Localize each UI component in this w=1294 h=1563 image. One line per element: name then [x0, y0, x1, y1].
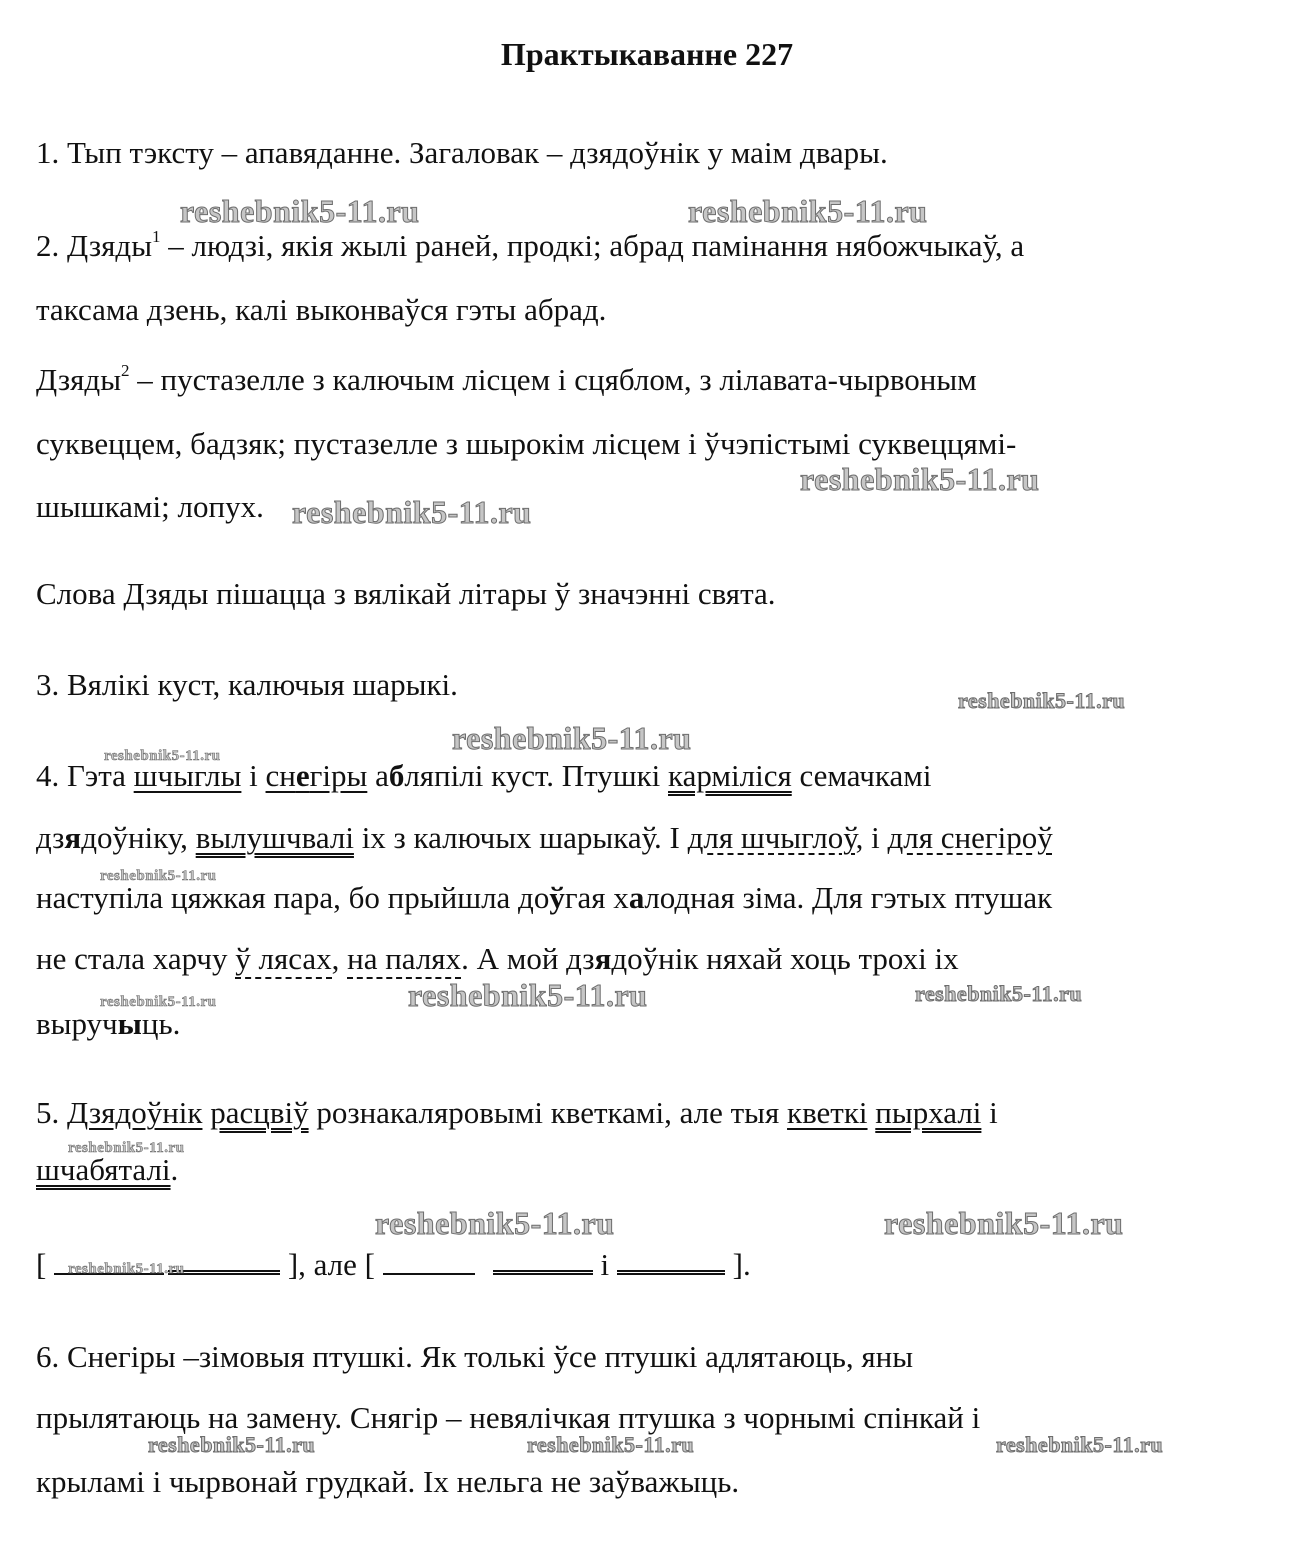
watermark: reshebnik5-11.ru — [375, 1205, 615, 1241]
paragraph-2-line-2: таксама дзень, калі выконваўся гэты абрад. — [36, 292, 607, 327]
watermark: reshebnik5-11.ru — [292, 494, 532, 530]
task-6-line-1: 6. Снегіры –зімовыя птушкі. Як толькі ўсе птушкі адлятаюць, яны — [36, 1339, 914, 1374]
object-dlya-shchygloy: для шчыглоў — [687, 820, 856, 855]
watermark: reshebnik5-11.ru — [688, 193, 928, 229]
task-4-line-5: выручыць. — [36, 1006, 181, 1041]
watermark: reshebnik5-11.ru — [958, 688, 1126, 713]
paragraph-3-line-1: Дзяды$^2$ – пустазелле з калючым лісцем і сцяблом, з лілавата-чырвоным — [36, 361, 977, 397]
task-4-line-3: наступіла цяжкая пара, бо прыйшла доўгая халодная зіма. Для гэтых птушак — [36, 880, 1053, 915]
object-dlya-snegiroy: для снегіроў — [887, 820, 1053, 855]
predicate-pyrkhali: пырхалі — [875, 1095, 982, 1130]
scheme-predicate-line-2 — [493, 1260, 593, 1275]
task-6-line-3: крыламі і чырвонай грудкай. Іх нельга не заўважыць. — [36, 1464, 740, 1499]
task-5-line-2: шчабяталі. — [36, 1152, 179, 1187]
subject-shchygly: шчыглы — [133, 758, 242, 793]
sentence-scheme: [ ], але [ і ]. — [36, 1247, 751, 1282]
page-title: Практыкаванне 227 — [500, 36, 794, 72]
task-4-line-1: 4. Гэта шчыглы і снегіры абляпілі куст. Птушкі карміліся семачкамі — [36, 758, 932, 793]
paragraph-3-line-2: суквеццем, бадзяк; пустазелле з шырокім лісцем і ўчэпістымі суквеццямі- — [36, 426, 1017, 461]
paragraph-3-line-3: шышкамі; лопух. — [36, 489, 264, 524]
watermark: reshebnik5-11.ru — [915, 981, 1083, 1006]
paragraph-1: 1. Тып тэксту – апавяданне. Загаловак – дзядоўнік у маім двары. — [36, 135, 888, 170]
scheme-subject-line-2 — [383, 1263, 475, 1275]
watermark: reshebnik5-11.ru — [800, 461, 1040, 497]
watermark: reshebnik5-11.ru — [180, 193, 420, 229]
predicate-karmilisya: карміліся — [668, 758, 792, 793]
scheme-predicate-line-3 — [617, 1260, 725, 1275]
watermark: reshebnik5-11.ru — [100, 994, 217, 1010]
task-6-line-2: прылятаюць на замену. Снягір – невялічкая птушка з чорнымі спінкай і — [36, 1400, 981, 1435]
watermark: reshebnik5-11.ru — [996, 1432, 1164, 1457]
subject-kvetki: кветкі — [787, 1095, 868, 1130]
paragraph-4: Слова Дзяды пішацца з вялікай літары ў значэнні свята. — [36, 576, 776, 611]
predicate-shchabyatali: шчабяталі — [36, 1152, 171, 1187]
watermark: reshebnik5-11.ru — [68, 1261, 185, 1277]
subject-dzyadounik: Дзядоўнік — [67, 1095, 203, 1130]
watermark: reshebnik5-11.ru — [68, 1140, 185, 1156]
watermark: reshebnik5-11.ru — [527, 1432, 695, 1457]
subject-snegiry: снегіры — [265, 758, 368, 793]
predicate-rastsviu: расцвіў — [210, 1095, 309, 1130]
task-4-line-4: не стала харчу ў лясах, на палях. А мой дзядоўнік няхай хоць трохі іх — [36, 939, 959, 979]
adverbial-u-lyasakh: ў лясах — [235, 941, 331, 979]
predicate-vylushchvali: вылушчвалі — [195, 820, 354, 855]
task-4-line-2: дзядоўніку, вылушчвалі іх з калючых шарыкаў. І для шчыглоў, і для снегіроў — [36, 820, 1053, 855]
adverbial-na-palyakh: на палях — [347, 941, 461, 979]
watermark: reshebnik5-11.ru — [104, 748, 221, 764]
watermark: reshebnik5-11.ru — [884, 1205, 1124, 1241]
watermark: reshebnik5-11.ru — [100, 868, 217, 884]
paragraph-5: 3. Вялікі куст, калючыя шарыкі. — [36, 667, 458, 702]
watermark: reshebnik5-11.ru — [452, 720, 692, 756]
watermark: reshebnik5-11.ru — [408, 977, 648, 1013]
watermark: reshebnik5-11.ru — [148, 1432, 316, 1457]
paragraph-2-line-1: 2. Дзяды$^1$ – людзі, якія жылі раней, продкі; абрад памінання нябожчыкаў, а — [36, 227, 1025, 263]
task-5-line-1: 5. Дзядоўнік расцвіў рознакаляровымі кветкамі, але тыя кветкі пырхалі і — [36, 1095, 998, 1130]
